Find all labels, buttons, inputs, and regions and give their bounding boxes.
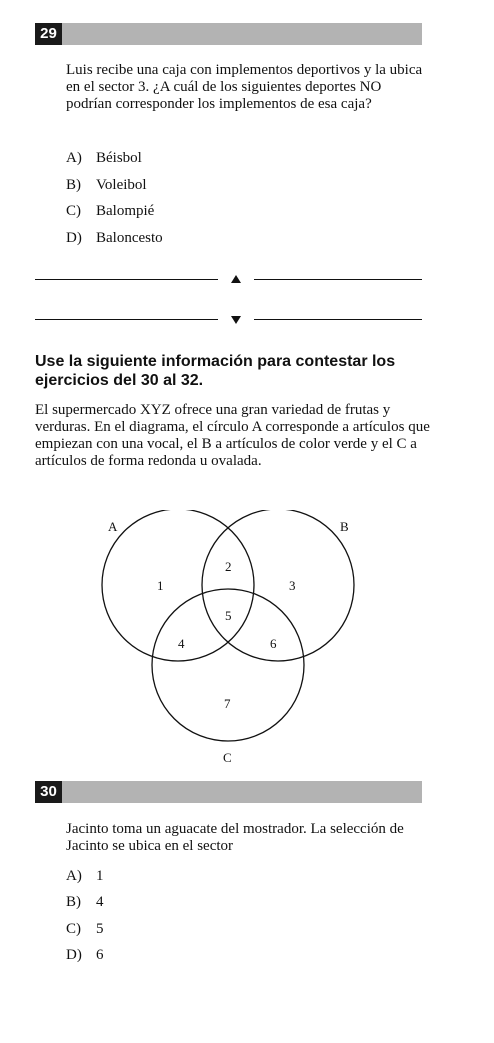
region-3: 3 (289, 578, 296, 593)
question-number: 29 (35, 23, 62, 45)
option-text: 5 (96, 921, 104, 937)
q30-option-b[interactable] (66, 894, 104, 911)
circle-label-a: A (108, 519, 118, 534)
question-30-header (35, 781, 422, 803)
q29-option-d[interactable] (66, 230, 163, 247)
option-letter: D) (66, 230, 82, 246)
option-text: 4 (96, 894, 104, 910)
option-text: Baloncesto (96, 230, 163, 246)
q30-option-c[interactable] (66, 921, 104, 938)
instruction-heading: Use la siguiente información para contestar los ejercicios del 30 al 32. (35, 353, 396, 389)
question-29-text: Luis recibe una caja con implementos deportivos y la ubica en el sector 3. ¿A cuál de los siguientes deportes NO podrían corresponder los implementos de esa caja? (66, 62, 423, 112)
option-text: Voleibol (96, 177, 147, 193)
region-6: 6 (270, 636, 277, 651)
region-7: 7 (224, 696, 231, 711)
question-30-text: Jacinto toma un aguacate del mostrador. La selección de Jacinto se ubica en el sector (66, 821, 404, 854)
option-letter: B) (66, 894, 81, 910)
option-text: Béisbol (96, 150, 142, 166)
q29-option-b[interactable] (66, 177, 147, 194)
q30-option-a[interactable] (66, 868, 104, 885)
venn-diagram (90, 510, 370, 770)
option-letter: B) (66, 177, 81, 193)
region-1: 1 (157, 578, 164, 593)
q30-option-d[interactable] (66, 947, 104, 964)
circle-b (202, 510, 354, 661)
region-4: 4 (178, 636, 185, 651)
option-letter: D) (66, 947, 82, 963)
region-5: 5 (225, 608, 232, 623)
option-text: 1 (96, 868, 104, 884)
triangle-up-icon (231, 275, 241, 283)
context-paragraph: El supermercado XYZ ofrece una gran variedad de frutas y verduras. En el diagrama, el círculo A corresponde a artículos que empiezan con una vocal, el B a artículos de color verde y el C a artículos de forma redonda u ovalada. (35, 402, 430, 469)
q29-option-c[interactable] (66, 203, 154, 220)
question-number: 30 (35, 781, 62, 803)
q29-option-a[interactable] (66, 150, 142, 167)
triangle-down-icon (231, 316, 241, 324)
section-start-separator (35, 313, 422, 325)
region-2: 2 (225, 559, 232, 574)
circle-label-b: B (340, 519, 349, 534)
option-text: Balompié (96, 203, 155, 219)
option-letter: C) (66, 203, 81, 219)
circle-label-c: C (223, 750, 232, 765)
option-letter: C) (66, 921, 81, 937)
option-letter: A) (66, 868, 82, 884)
question-29-header (35, 23, 422, 45)
option-letter: A) (66, 150, 82, 166)
section-end-separator (35, 273, 422, 285)
option-text: 6 (96, 947, 104, 963)
